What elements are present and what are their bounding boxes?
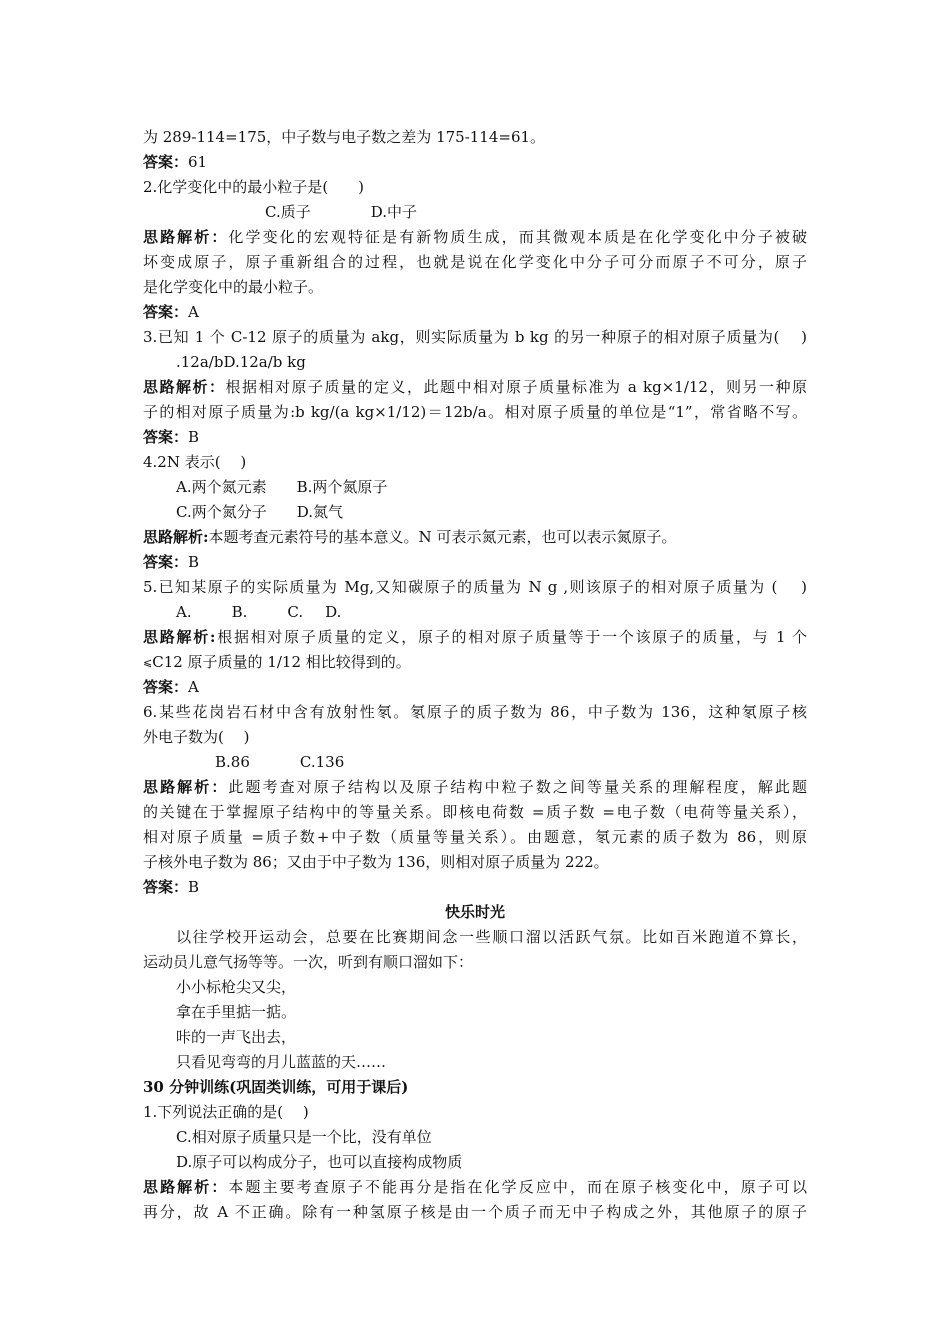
answer-value: A xyxy=(188,303,199,321)
option-a: A. xyxy=(176,603,192,621)
analysis-line: 的关键在于掌握原子结构中的等量关系。即核电荷数 =质子数 =电子数（电荷等量关系）， xyxy=(143,803,807,821)
less-equal-icon: ⩽ xyxy=(143,656,153,669)
q4-options-cd xyxy=(176,501,343,525)
analysis-text: 根据相对原子质量的定义，此题中相对原子质量标准为 a kg×1/12，则另一种原 xyxy=(225,378,807,396)
analysis-line: 再分，故 A 不正确。除有一种氢原子核是由一个质子而无中子构成之外，其他原子的原子 xyxy=(143,1203,807,1221)
option-d: D.氮气 xyxy=(296,503,343,521)
answer-line-q6 xyxy=(143,876,199,900)
answer-line-q4 xyxy=(143,551,199,575)
q3-options: .12a/bD.12a/b kg xyxy=(176,353,306,371)
answer-line-q2 xyxy=(143,301,199,325)
option-d: D.原子可以构成分子，也可以直接构成物质 xyxy=(176,1153,463,1171)
question-4: 4.2N 表示( ) xyxy=(143,453,247,471)
paragraph-line: 以往学校开运动会，总要在比赛期间念一些顺口溜以活跃气氛。比如百米跑道不算长， xyxy=(176,928,807,946)
option-b: B.86 xyxy=(215,753,250,771)
option-c: C.质子 xyxy=(265,203,311,221)
analysis-line: 子核外电子数为 86；又由于中子数为 136，则相对原子质量为 222。 xyxy=(143,853,609,871)
q5-options xyxy=(176,601,341,625)
analysis-line xyxy=(143,626,807,650)
intro-line: 为 289-114=175，中子数与电子数之差为 175-114=61。 xyxy=(143,128,546,146)
option-d: D.中子 xyxy=(370,203,417,221)
analysis-label: 思路解析： xyxy=(143,228,229,246)
analysis-text: 根据相对原子质量的定义，原子的相对原子质量等于一个该原子的质量，与 1 个 xyxy=(215,628,807,646)
answer-value: A xyxy=(188,678,199,696)
analysis-line xyxy=(143,226,807,250)
analysis-text: C12 原子质量的 1/12 相比较得到的。 xyxy=(152,653,411,671)
option-d: D. xyxy=(325,603,342,621)
answer-line-q5 xyxy=(143,676,199,700)
poem-line: 拿在手里掂一掂。 xyxy=(176,1003,297,1021)
question-1: 1.下列说法正确的是( ) xyxy=(143,1103,309,1121)
analysis-label: 思路解析： xyxy=(143,778,229,796)
answer-value: B xyxy=(188,428,200,446)
q2-options xyxy=(143,201,417,225)
answer-label: 答案： xyxy=(143,878,189,896)
option-a: A.两个氮元素 xyxy=(176,478,267,496)
q4-options-ab xyxy=(176,476,387,500)
analysis-line xyxy=(143,526,676,550)
answer-label: 答案： xyxy=(143,678,189,696)
analysis-line: 相对原子质量 =质子数+中子数（质量等量关系）。由题意，氡元素的质子数为 86，则原 xyxy=(143,828,807,846)
section-title: 快乐时光 xyxy=(444,903,505,921)
question-6-cont: 外电子数为( ) xyxy=(143,728,250,746)
answer-line-q3 xyxy=(143,426,199,450)
q6-options xyxy=(215,751,344,775)
analysis-label: 思路解析： xyxy=(143,1178,229,1196)
answer-label: 答案： xyxy=(143,428,189,446)
analysis-text: 本题主要考查原子不能再分是指在化学反应中，而在原子核变化中，原子可以 xyxy=(228,1178,807,1196)
option-c: C. xyxy=(287,603,304,621)
poem-line: 小小标枪尖又尖， xyxy=(176,978,297,996)
answer-label: 答案： xyxy=(143,553,189,571)
poem-line: 咔的一声飞出去， xyxy=(176,1028,297,1046)
answer-label: 答案： xyxy=(143,303,189,321)
analysis-line: 子的相对原子质量为:b kg/(a kg×1/12)＝12b/a。相对原子质量的单位是“1”，常省略不写。 xyxy=(143,403,807,421)
question-2: 2.化学变化中的最小粒子是( ) xyxy=(143,178,365,196)
section-heading: 30 分钟训练(巩固类训练，可用于课后) xyxy=(143,1078,409,1096)
question-5: 5.已知某原子的实际质量为 Mg,又知碳原子的质量为 N g ,则该原子的相对原子质量为 ( ) xyxy=(143,578,807,596)
poem-line: 只看见弯弯的月儿蓝蓝的天…… xyxy=(176,1053,387,1071)
answer-line-q1 xyxy=(143,151,207,175)
answer-value: B xyxy=(188,878,200,896)
analysis-line xyxy=(143,651,411,675)
answer-value: B xyxy=(188,553,200,571)
option-c: C.136 xyxy=(299,753,345,771)
question-3: 3.已知 1 个 C-12 原子的质量为 akg，则实际质量为 b kg 的另一种原子的相对原子质量为( ) xyxy=(143,328,807,346)
answer-label: 答案： xyxy=(143,153,189,171)
analysis-line: 是化学变化中的最小粒子。 xyxy=(143,278,324,296)
analysis-line xyxy=(143,1176,807,1200)
answer-value: 61 xyxy=(188,153,208,171)
option-b: B. xyxy=(231,603,248,621)
analysis-text: 化学变化的宏观特征是有新物质生成，而其微观本质是在化学变化中分子被破 xyxy=(228,228,807,246)
analysis-label: 思路解析: xyxy=(143,628,216,646)
option-c: C.两个氮分子 xyxy=(176,503,267,521)
analysis-line xyxy=(143,776,807,800)
option-c: C.相对原子质量只是一个比，没有单位 xyxy=(176,1128,432,1146)
question-6: 6.某些花岗岩石材中含有放射性氡。氡原子的质子数为 86，中子数为 136，这种氡原子核 xyxy=(143,703,807,721)
analysis-line: 坏变成原子，原子重新组合的过程，也就是说在化学变化中分子可分而原子不可分，原子 xyxy=(143,253,807,271)
analysis-line xyxy=(143,376,807,400)
analysis-text: 此题考查对原子结构以及原子结构中粒子数之间等量关系的理解程度，解此题 xyxy=(228,778,807,796)
analysis-label: 思路解析: xyxy=(143,528,209,546)
analysis-label: 思路解析： xyxy=(143,378,226,396)
paragraph-line: 运动员儿意气扬等等。一次，听到有顺口溜如下： xyxy=(143,953,474,971)
option-b: B.两个氮原子 xyxy=(296,478,388,496)
analysis-text: 本题考查元素符号的基本意义。N 可表示氮元素，也可以表示氮原子。 xyxy=(208,528,677,546)
